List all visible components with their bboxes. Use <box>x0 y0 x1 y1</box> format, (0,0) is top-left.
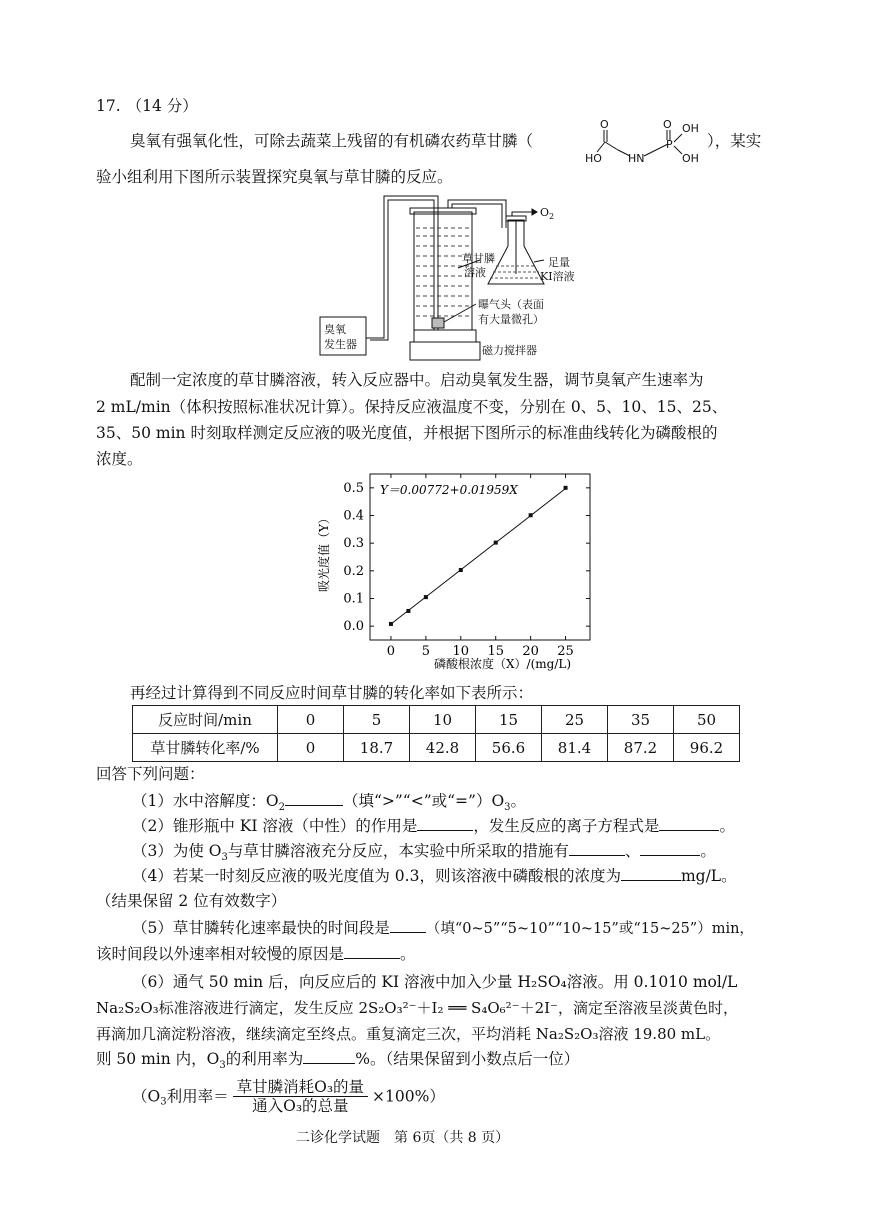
q3-text-c: 、 <box>624 842 641 860</box>
aerator-head <box>432 318 444 328</box>
apparatus-diagram <box>318 190 588 366</box>
y-tick-label: 0.3 <box>343 536 364 552</box>
subquestion-6-line-2 <box>96 998 738 1018</box>
answer-blank[interactable] <box>417 816 473 831</box>
q4-text-b: mg/L。 <box>680 867 737 885</box>
fit-line <box>391 489 566 624</box>
data-point <box>406 609 410 613</box>
q6-text-1: （6）通气 50 min 后，向反应后的 KI 溶液中加入少量 H₂SO₄溶液。用 0.1010 mol/L <box>132 973 738 991</box>
hn-label: HN <box>628 152 645 165</box>
answer-blank[interactable] <box>344 944 400 959</box>
glyphosate-structure <box>582 116 706 168</box>
o-label-2: O <box>663 118 672 131</box>
subquestion-3 <box>132 841 716 868</box>
subquestion-5 <box>132 918 754 939</box>
q6-line4-a: 则 50 min 内，O <box>96 1050 220 1068</box>
table-intro <box>130 683 533 703</box>
table-row <box>133 706 740 734</box>
q4-text-a: （4）若某一时刻反应液的吸光度值为 0.3，则该溶液中磷酸根的浓度为 <box>132 867 621 885</box>
q1-sub: 2 <box>278 802 285 814</box>
q2-text-c: 。 <box>719 817 735 835</box>
x-axis-label: 磷酸根浓度（X）/(mg/L) <box>434 657 572 671</box>
y-tick-label: 0.1 <box>343 591 364 607</box>
intro-text-a: 臭氧有强氧化性，可除去蔬菜上残留的有机磷农药草甘膦（ <box>130 132 534 150</box>
o-label-1: O <box>600 118 609 131</box>
q5-text-b: （填“0~5”“5~10”“10~15”或“15~25”）min， <box>425 921 754 937</box>
q6-text-2: Na₂S₂O₃标准溶液进行滴定，发生反应 2S₂O₃²⁻＋I₂ ══ S₄O₆²⁻＋2I⁻，滴定至溶液呈淡黄色时， <box>96 999 738 1017</box>
answer-blank[interactable] <box>390 918 426 933</box>
y-tick-label: 0.4 <box>343 508 364 524</box>
ho-label: HO <box>585 152 602 165</box>
utilization-formula <box>132 1078 445 1118</box>
time-cell: 15 <box>476 706 542 734</box>
question-number: 17. <box>96 97 121 115</box>
row-header-time: 反应时间/min <box>133 706 278 734</box>
q6-line4-b: 的利用率为 <box>225 1050 304 1068</box>
q6-line4-sub: 3 <box>219 1060 226 1072</box>
generator-label-2: 发生器 <box>324 338 357 351</box>
para2-text-2: 2 mL/min（体积按照标准状况计算）。保持反应液温度不变，分别在 0、5、10、15、25、 <box>96 398 728 416</box>
answer-blank[interactable] <box>621 866 681 881</box>
y-tick-label: 0.2 <box>343 563 364 579</box>
aerator-label-1: 曝气头（表面 <box>478 298 544 311</box>
subquestion-6-line-4 <box>96 1049 579 1076</box>
q2-text-a: （2）锥形瓶中 KI 溶液（中性）的作用是 <box>132 817 418 835</box>
para2-line-1 <box>130 370 704 390</box>
page-footer <box>296 1128 509 1148</box>
rate-cell: 56.6 <box>476 734 542 762</box>
q1-text-b: （填“>”“<”或“=”）O <box>342 792 505 810</box>
q3-sub: 3 <box>221 852 228 864</box>
intro-line-2 <box>96 167 453 187</box>
formula-numerator: 草甘膦消耗O₃的量 <box>233 1078 368 1097</box>
rate-cell: 96.2 <box>674 734 740 762</box>
rate-cell: 0 <box>278 734 344 762</box>
answer-blank[interactable] <box>285 791 343 806</box>
p-label: P <box>666 138 673 151</box>
subquestion-6-line-1 <box>132 972 737 992</box>
answer-intro <box>96 764 205 784</box>
time-cell: 10 <box>410 706 476 734</box>
equation-label: Y＝0.00772+0.01959X <box>380 483 518 497</box>
q5-line2-b: 。 <box>400 945 416 963</box>
formula-b: 利用率＝ <box>166 1087 229 1106</box>
table-row <box>133 734 740 762</box>
intro-text-b: ），某实 <box>707 132 762 150</box>
q1-text-a: （1）水中溶解度：O <box>132 792 279 810</box>
row-header-rate: 草甘膦转化率/% <box>133 734 278 762</box>
intro-line-1-tail <box>707 131 761 151</box>
subquestion-6-line-3 <box>96 1024 720 1044</box>
subquestion-4 <box>132 866 737 886</box>
q4-text-line2: （结果保留 2 位有效数字） <box>96 892 287 910</box>
answer-blank[interactable] <box>303 1049 355 1064</box>
q1-sub2: 3 <box>504 802 511 814</box>
rate-cell: 18.7 <box>344 734 410 762</box>
oh-label-top: OH <box>682 122 699 135</box>
para2-text-3: 35、50 min 时刻取样测定反应液的吸光度值，并根据下图所示的标准曲线转化为磷酸根的 <box>96 424 718 442</box>
formula-c: ×100%） <box>372 1087 445 1106</box>
rate-cell: 81.4 <box>542 734 608 762</box>
subquestion-5-line-2 <box>96 944 416 964</box>
time-cell: 35 <box>608 706 674 734</box>
x-tick-label: 25 <box>557 644 574 659</box>
data-point <box>564 486 568 490</box>
q6-line4-c: %。（结果保留到小数点后一位） <box>355 1050 580 1068</box>
magnetic-stirrer <box>410 342 480 360</box>
q3-text-d: 。 <box>700 842 716 860</box>
ki-label-2: KI溶液 <box>540 270 575 283</box>
data-point <box>529 513 533 517</box>
x-tick-label: 0 <box>386 644 396 659</box>
formula-a: （O <box>132 1087 161 1106</box>
para2-text-4: 浓度。 <box>96 450 143 468</box>
aerator-label-2: 有大量微孔） <box>478 313 544 326</box>
formula-denominator: 通入O₃的总量 <box>252 1097 349 1115</box>
data-point <box>459 568 463 572</box>
subquestion-2 <box>132 816 735 836</box>
para2-line-3 <box>96 423 717 443</box>
time-cell: 50 <box>674 706 740 734</box>
stirrer-label: 磁力搅拌器 <box>482 344 537 357</box>
x-tick-label: 15 <box>487 644 504 659</box>
para2-line-2 <box>96 397 727 417</box>
subquestion-1 <box>132 791 526 818</box>
standard-curve-chart <box>314 468 598 676</box>
rate-cell: 87.2 <box>608 734 674 762</box>
q1-text-c: 。 <box>510 792 527 810</box>
o2-label: $O_2$ <box>540 206 555 221</box>
data-point <box>494 541 498 545</box>
table-intro-text: 再经过计算得到不同反应时间草甘膦的转化率如下表所示： <box>130 684 534 702</box>
para2-text-1: 配制一定浓度的草甘膦溶液，转入反应器中。启动臭氧发生器，调节臭氧产生速率为 <box>130 371 704 389</box>
y-axis-label: 吸光度值（Y） <box>317 512 331 592</box>
x-tick-label: 10 <box>452 644 470 659</box>
q5-line2-a: 该时间段以外速率相对较慢的原因是 <box>96 945 345 963</box>
q2-text-b: ，发生反应的离子方程式是 <box>473 817 660 835</box>
x-tick-label: 5 <box>421 644 431 659</box>
data-point <box>389 622 393 626</box>
ki-label-1: 足量 <box>548 256 570 269</box>
answer-blank[interactable] <box>659 816 719 831</box>
q3-text-b: 与草甘膦溶液充分反应，本实验中所采取的措施有 <box>227 842 569 860</box>
time-cell: 25 <box>542 706 608 734</box>
x-tick-label: 20 <box>522 644 539 659</box>
question-score: （14 分） <box>126 97 198 115</box>
para2-line-4 <box>96 449 143 469</box>
formula-sub: 3 <box>160 1096 167 1108</box>
answer-blank[interactable] <box>640 841 700 856</box>
oh-label-bottom: OH <box>682 152 699 165</box>
answer-intro-text: 回答下列问题： <box>96 765 205 783</box>
q3-text-a: （3）为使 O <box>132 842 222 860</box>
intro-text-2: 验小组利用下图所示装置探究臭氧与草甘膦的反应。 <box>96 168 453 186</box>
q5-text-a: （5）草甘膦转化速率最快的时间段是 <box>132 919 390 937</box>
subquestion-4-line-2 <box>96 891 286 911</box>
time-cell: 5 <box>344 706 410 734</box>
intro-line-1 <box>130 131 533 151</box>
y-tick-label: 0.0 <box>343 619 364 635</box>
footer-text: 二诊化学试题 第 6页（共 8 页） <box>296 1130 510 1146</box>
time-cell: 0 <box>278 706 344 734</box>
answer-blank[interactable] <box>569 841 625 856</box>
q6-text-3: 再滴加几滴淀粉溶液，继续滴定至终点。重复滴定三次，平均消耗 Na₂S₂O₃溶液 19.80 mL。 <box>96 1025 721 1043</box>
generator-label-1: 臭氧 <box>324 323 346 336</box>
question-header <box>96 96 198 116</box>
y-tick-label: 0.5 <box>343 480 364 496</box>
data-point <box>424 595 428 599</box>
solution-label-1: 草甘膦 <box>462 252 495 265</box>
formula-fraction <box>233 1078 368 1115</box>
solution-label-2: 溶液 <box>464 266 486 279</box>
conversion-table <box>132 705 740 762</box>
rate-cell: 42.8 <box>410 734 476 762</box>
